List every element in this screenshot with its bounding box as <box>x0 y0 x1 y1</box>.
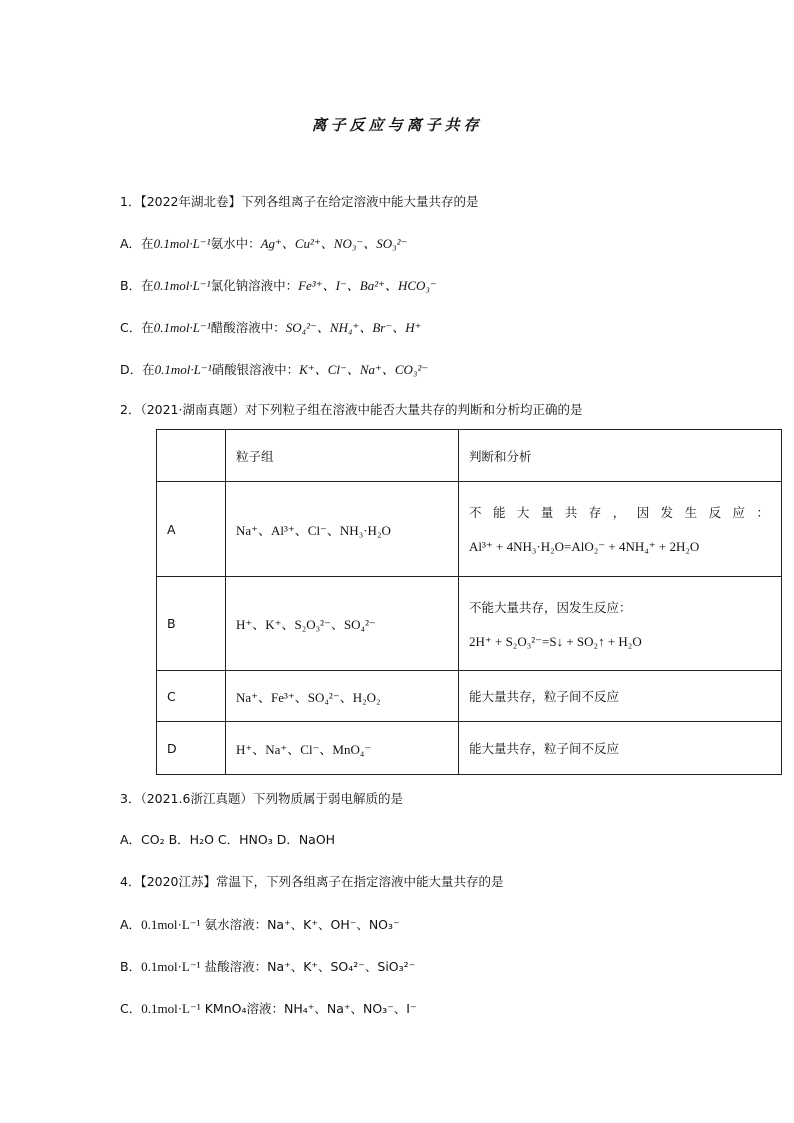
row-ions: Na⁺、Al³⁺、Cl⁻、NH₃·H₂O <box>226 482 459 577</box>
option-prefix: C．在 <box>120 320 154 335</box>
medium: 氨水中： <box>210 236 261 251</box>
row-judgement: 不能大量共存，因发生反应： <box>469 599 632 615</box>
q1-option-b <box>120 275 437 294</box>
concentration: 0.1mol·L⁻¹ <box>141 917 201 932</box>
table-row <box>157 722 782 775</box>
ion-list: K⁺、Cl⁻、Na⁺、CO₃²⁻ <box>299 362 429 377</box>
concentration: 0.1mol·L⁻¹ <box>153 278 211 293</box>
q2-table <box>156 429 782 775</box>
q1-stem: 1．【2022年湖北卷】下列各组离子在给定溶液中能大量共存的是 <box>120 194 479 209</box>
row-analysis <box>459 577 782 671</box>
row-equation: 2H⁺ + S₂O₃²⁻=S↓ + SO₂↑ + H₂O <box>469 633 642 649</box>
concentration: 0.1mol·L⁻¹ <box>154 362 212 377</box>
q3-options: A．CO₂ B．H₂O C．HNO₃ D．NaOH <box>120 832 336 847</box>
row-judgement: 能大量共存，粒子间不反应 <box>459 722 782 775</box>
row-label: D <box>157 722 226 775</box>
ion-list: NH₄⁺、Na⁺、NO₃⁻、I⁻ <box>284 1001 417 1016</box>
option-prefix: A． <box>120 917 142 932</box>
row-ions: H⁺、Na⁺、Cl⁻、MnO₄⁻ <box>226 722 459 775</box>
row-equation: Al³⁺ + 4NH₃·H₂O=AlO₂⁻ + 4NH₄⁺ + 2H₂O <box>469 539 700 554</box>
row-analysis <box>459 482 782 577</box>
concentration: 0.1mol·L⁻¹ <box>153 320 211 335</box>
table-row <box>157 482 782 577</box>
row-ions: Na⁺、Fe³⁺、SO₄²⁻、H₂O₂ <box>226 671 459 722</box>
concentration: 0.1mol·L⁻¹ <box>141 959 201 974</box>
medium: 氯化钠溶液中： <box>210 278 299 293</box>
row-judgement: 能大量共存，粒子间不反应 <box>459 671 782 722</box>
q3-stem: 3．（2021.6浙江真题）下列物质属于弱电解质的是 <box>120 791 403 806</box>
row-judgement: 不能大量共存，因发生反应： <box>469 505 771 520</box>
header-cell-blank <box>157 430 226 482</box>
medium: 氨水溶液： <box>204 917 268 932</box>
q4-option-c <box>120 999 417 1017</box>
table-row <box>157 671 782 722</box>
option-prefix: A．在 <box>120 236 154 251</box>
option-prefix: D．在 <box>120 362 155 377</box>
medium: 盐酸溶液： <box>204 959 268 974</box>
q1-option-a <box>120 233 407 252</box>
ion-list: Ag⁺、Cu²⁺、NO₃⁻、SO₃²⁻ <box>260 236 408 251</box>
medium: KMnO₄溶液： <box>204 1001 284 1016</box>
q1-option-d <box>120 359 428 378</box>
page-title: 离子反应与离子共存 <box>311 116 483 134</box>
ion-list: Fe³⁺、I⁻、Ba²⁺、HCO₃⁻ <box>298 278 437 293</box>
row-ions: H⁺、K⁺、S₂O₃²⁻、SO₄²⁻ <box>226 577 459 671</box>
ion-list: Na⁺、K⁺、SO₄²⁻、SiO₃²⁻ <box>267 959 416 974</box>
row-label: C <box>157 671 226 722</box>
row-label: A <box>157 482 226 577</box>
q4-option-b <box>120 957 415 975</box>
q4-stem: 4．【2020江苏】常温下，下列各组离子在指定溶液中能大量共存的是 <box>120 874 504 889</box>
ion-list: SO₄²⁻、NH₄⁺、Br⁻、H⁺ <box>285 320 422 335</box>
concentration: 0.1mol·L⁻¹ <box>141 1001 201 1016</box>
option-prefix: B． <box>120 959 142 974</box>
q1-option-c <box>120 317 421 336</box>
table-header-row <box>157 430 782 482</box>
medium: 醋酸溶液中： <box>210 320 286 335</box>
header-cell-particles: 粒子组 <box>226 430 459 482</box>
concentration: 0.1mol·L⁻¹ <box>153 236 211 251</box>
table-row <box>157 577 782 671</box>
header-cell-analysis: 判断和分析 <box>459 430 782 482</box>
medium: 硝酸银溶液中： <box>211 362 300 377</box>
q2-stem: 2．（2021·湖南真题）对下列粒子组在溶液中能否大量共存的判断和分析均正确的是 <box>120 402 583 417</box>
row-label: B <box>157 577 226 671</box>
option-prefix: B．在 <box>120 278 154 293</box>
q4-option-a <box>120 915 400 933</box>
option-prefix: C． <box>120 1001 142 1016</box>
ion-list: Na⁺、K⁺、OH⁻、NO₃⁻ <box>267 917 400 932</box>
